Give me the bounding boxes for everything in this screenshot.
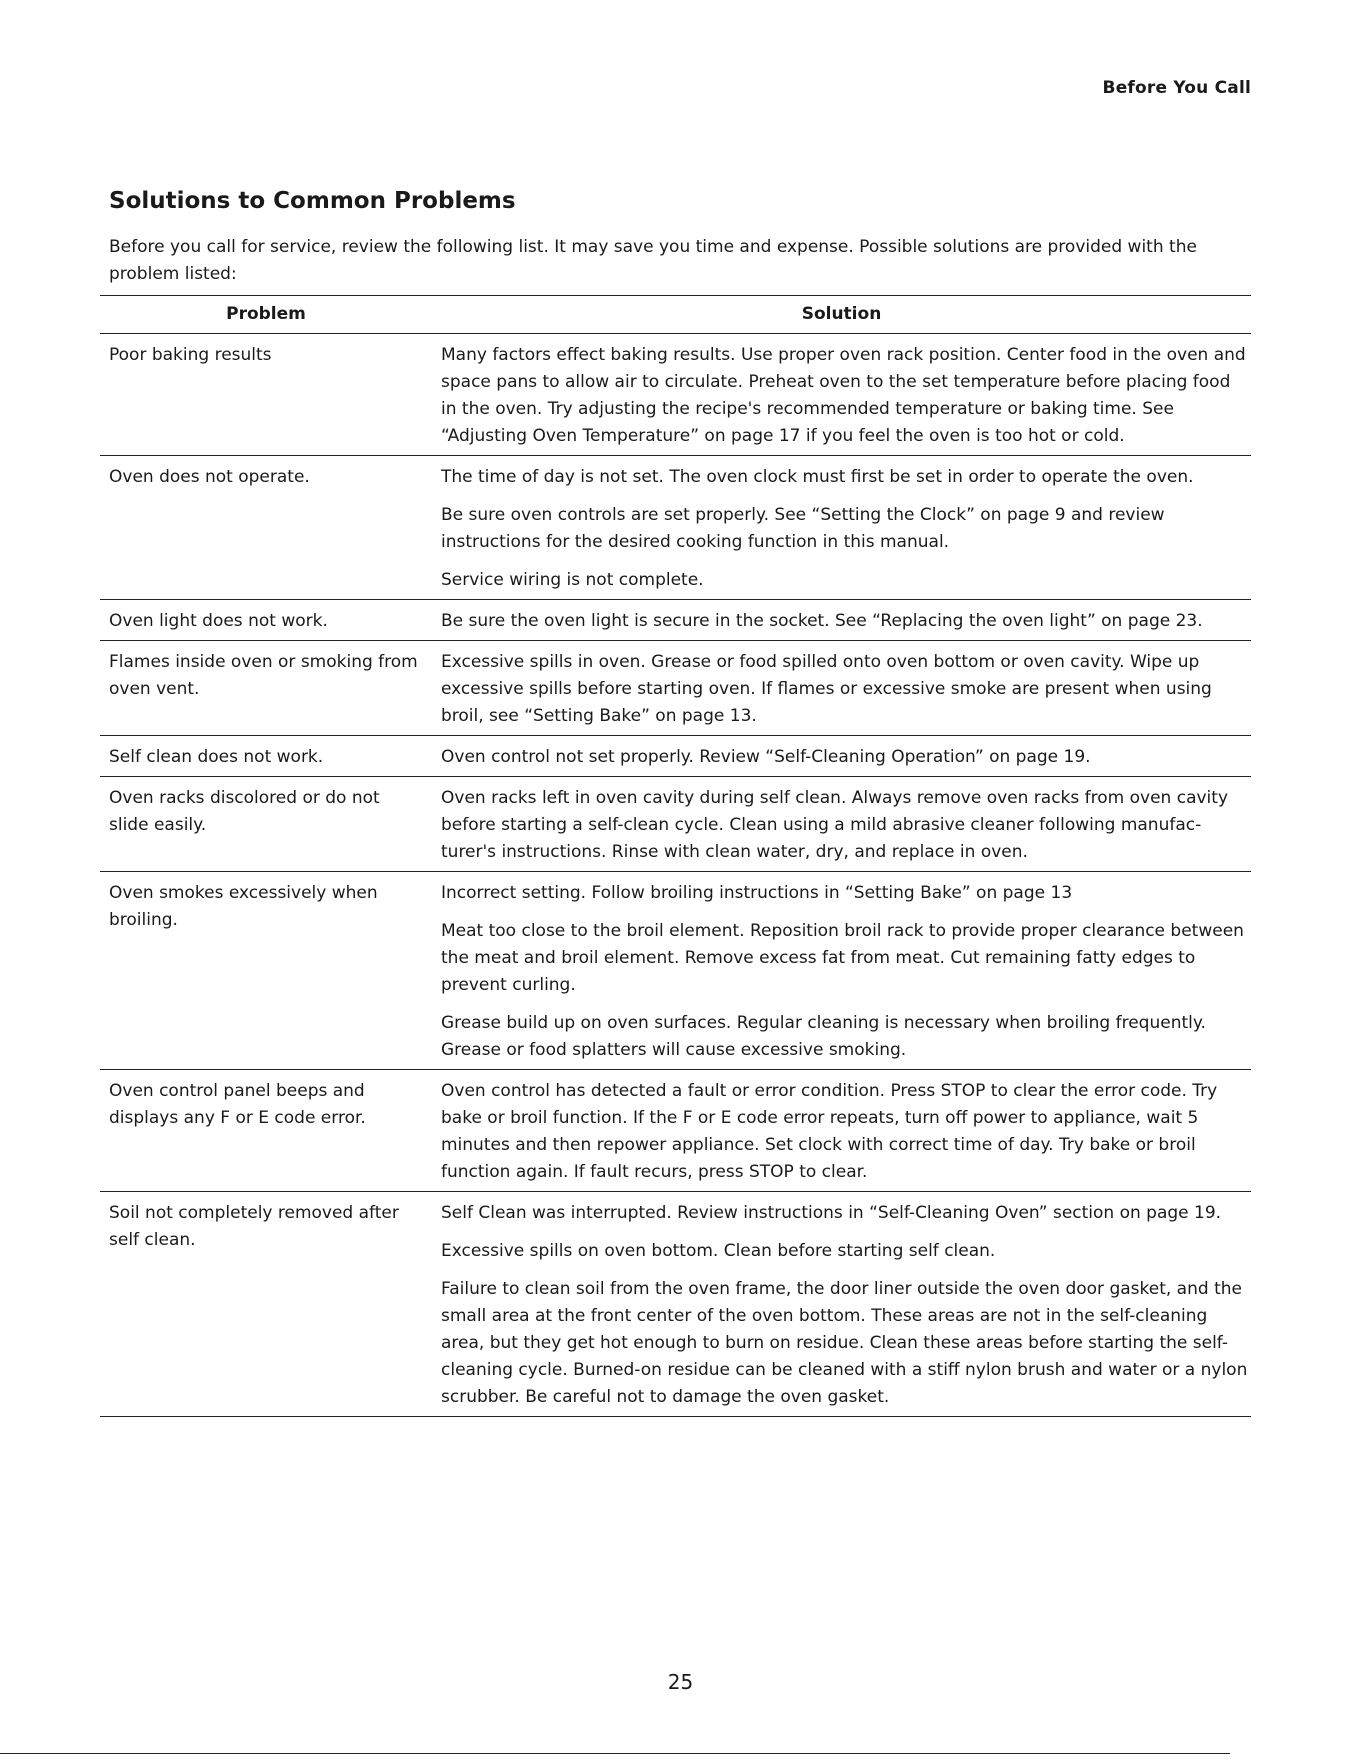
- problem-cell: Oven does not operate.: [100, 456, 432, 600]
- solution-paragraph: Be sure oven controls are set properly. See “Setting the Clock” on page 9 and review instructions for the desired cooking function in this manual.: [441, 505, 1165, 552]
- solution-cell: [432, 600, 1251, 641]
- column-header-solution: Solution: [432, 296, 1251, 334]
- problem-cell: Flames inside oven or smoking from oven vent.: [100, 641, 432, 736]
- table-row: [100, 872, 1251, 1070]
- solution-cell: [432, 1070, 1251, 1192]
- table-header-row: [100, 296, 1251, 334]
- solution-paragraph: Meat too close to the broil element. Reposition broil rack to provide proper clearance between the meat and broil element. Remove excess fat from meat. Cut remaining fatty edges to prevent curling.: [441, 921, 1244, 995]
- solution-paragraph: Be sure the oven light is secure in the socket. See “Replacing the oven light” on page 23.: [441, 611, 1203, 631]
- problem-cell: Self clean does not work.: [100, 736, 432, 777]
- footer-rule: [0, 1753, 1230, 1754]
- solution-cell: [432, 1192, 1251, 1417]
- solution-cell: [432, 872, 1251, 1070]
- solution-paragraph: Excessive spills on oven bottom. Clean before starting self clean.: [441, 1241, 996, 1261]
- table-row: [100, 736, 1251, 777]
- problem-cell: Oven smokes excessively when broiling.: [100, 872, 432, 1070]
- solution-paragraph: Grease build up on oven surfaces. Regular cleaning is necessary when broiling frequently. Grease or food splatters will cause excessive smoking.: [441, 1013, 1206, 1060]
- table-row: [100, 641, 1251, 736]
- problem-cell: Soil not completely removed after self clean.: [100, 1192, 432, 1417]
- table-body: [100, 334, 1251, 1417]
- troubleshooting-table-wrapper: [100, 295, 1251, 1417]
- problem-cell: Poor baking results: [100, 334, 432, 456]
- solution-paragraph: The time of day is not set. The oven clock must first be set in order to operate the oven.: [441, 467, 1194, 487]
- page-title: Solutions to Common Problems: [109, 188, 516, 214]
- solution-cell: [432, 736, 1251, 777]
- table-row: [100, 456, 1251, 600]
- solution-paragraph: Excessive spills in oven. Grease or food spilled onto oven bottom or oven cavity. Wipe up excessive spills before starting oven. If flames or excessive smoke are present when using broil, see “Setting Bake” on page 13.: [441, 652, 1212, 726]
- solution-paragraph: Failure to clean soil from the oven frame, the door liner outside the oven door gasket, and the small area at the front center of the oven bottom. These areas are not in the self-cleaning area, but they get hot enough to burn on residue. Clean these areas before starting the self-cleaning cycle. Burned-on residue can be cleaned with a stiff nylon brush and water or a nylon scrubber. Be careful not to damage the oven gasket.: [441, 1279, 1248, 1407]
- solution-paragraph: Incorrect setting. Follow broiling instructions in “Setting Bake” on page 13: [441, 883, 1073, 903]
- solution-paragraph: Self Clean was interrupted. Review instructions in “Self-Cleaning Oven” section on page 19.: [441, 1203, 1222, 1223]
- solution-paragraph: Many factors effect baking results. Use proper oven rack position. Center food in the oven and space pans to allow air to circulate. Preheat oven to the set temperature before placing food in the oven. Try adjusting the recipe's recommended temperature or baking time. See “Adjusting Oven Temperature” on page 17 if you feel the oven is too hot or cold.: [441, 345, 1246, 446]
- table-row: [100, 334, 1251, 456]
- table-row: [100, 777, 1251, 872]
- intro-paragraph: Before you call for service, review the following list. It may save you time and expense. Possible solutions are provided with the problem listed:: [109, 237, 1197, 284]
- solution-paragraph: Service wiring is not complete.: [441, 570, 704, 590]
- solution-cell: [432, 456, 1251, 600]
- running-header: Before You Call: [1102, 78, 1251, 98]
- solution-paragraph: Oven racks left in oven cavity during self clean. Always remove oven racks from oven cavity before starting a self-clean cycle. Clean using a mild abrasive cleaner following manufac-turer's instructions. Rinse with clean water, dry, and replace in oven.: [441, 788, 1229, 862]
- solution-paragraph: Oven control not set properly. Review “Self-Cleaning Operation” on page 19.: [441, 747, 1091, 767]
- solution-cell: [432, 777, 1251, 872]
- table-row: [100, 600, 1251, 641]
- table-row: [100, 1192, 1251, 1417]
- problem-cell: Oven racks discolored or do not slide easily.: [100, 777, 432, 872]
- troubleshooting-table: [100, 295, 1251, 1417]
- solution-cell: [432, 334, 1251, 456]
- problem-cell: Oven light does not work.: [100, 600, 432, 641]
- column-header-problem: Problem: [100, 296, 432, 334]
- solution-paragraph: Oven control has detected a fault or error condition. Press STOP to clear the error code. Try bake or broil function. If the F or E code error repeats, turn off power to appliance, wait 5 minutes and then repower appliance. Set clock with correct time of day. Try bake or broil function again. If fault recurs, press STOP to clear.: [441, 1081, 1218, 1182]
- solution-cell: [432, 641, 1251, 736]
- problem-cell: Oven control panel beeps and displays any F or E code error.: [100, 1070, 432, 1192]
- table-row: [100, 1070, 1251, 1192]
- page-number: 25: [667, 1670, 694, 1694]
